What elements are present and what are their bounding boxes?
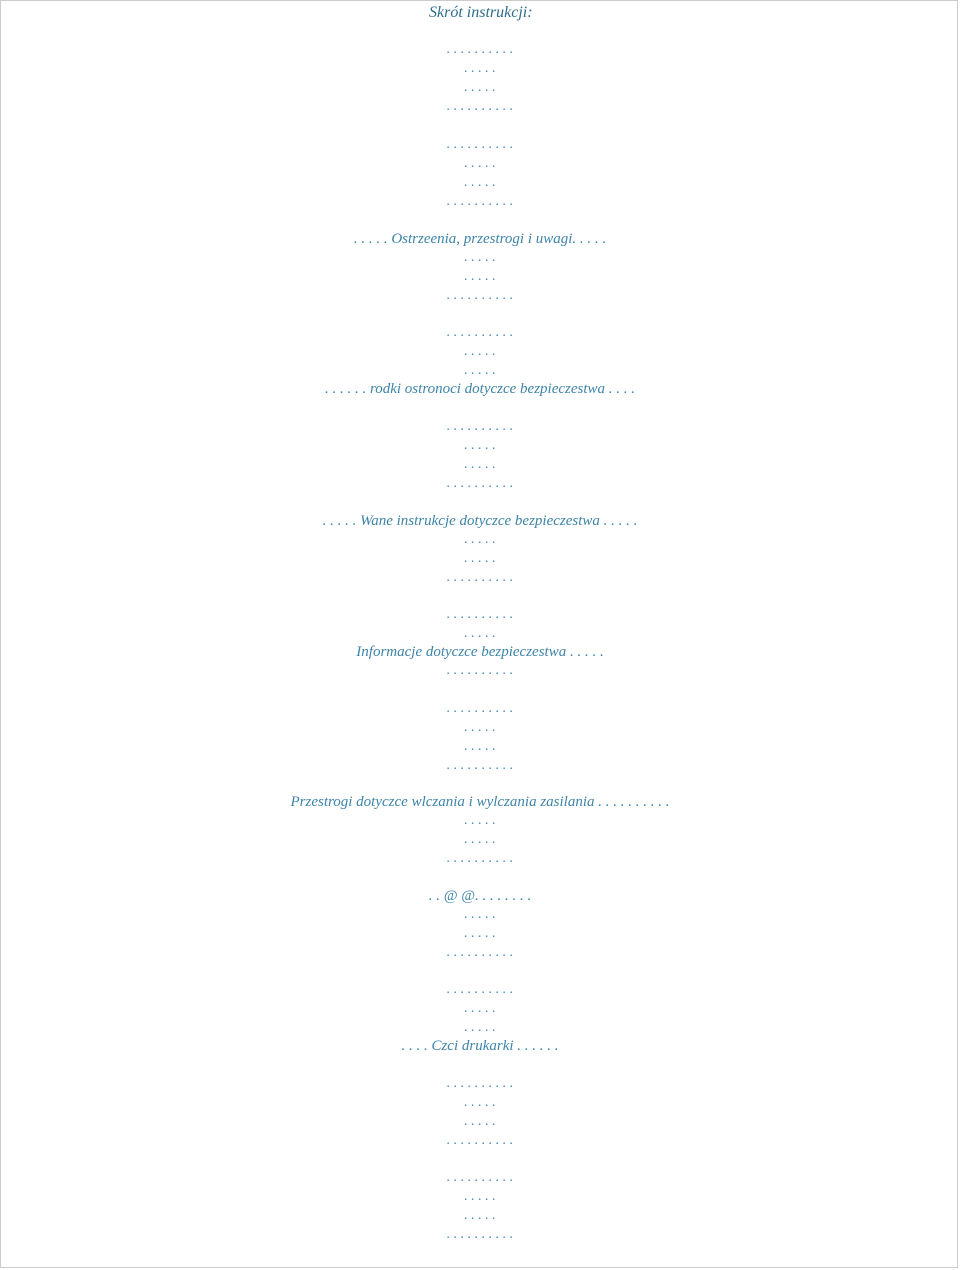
toc-dot-leader: . . . . . [464, 739, 496, 754]
toc-dot-leader: . . . . . . . . . . [446, 419, 514, 434]
toc-dot-leader: . . . . . . . . . . [446, 1227, 514, 1242]
toc-dot-leader: . . . . . . . . . . [446, 945, 514, 960]
toc-dot-leader: . . . . . [464, 1001, 496, 1016]
toc-heading: . . . . Czci drukarki . . . . . . [401, 1038, 559, 1054]
toc-dot-leader: . . . . . [464, 457, 496, 472]
toc-dot-leader: . . . . . . . . . . [446, 851, 514, 866]
toc-dot-leader: . . . . . . . . . . [446, 99, 514, 114]
toc-dot-leader: . . . . . [464, 363, 496, 378]
toc-heading: . . . . . Ostrzeenia, przestrogi i uwagi. . . . . [353, 231, 607, 247]
toc-dot-leader: . . . . . [464, 156, 496, 171]
toc-dot-leader: . . . . . [464, 61, 496, 76]
toc-dot-leader: . . . . . . . . . . [446, 288, 514, 303]
toc-dot-leader: . . . . . [464, 269, 496, 284]
toc-dot-leader: . . . . . [464, 832, 496, 847]
toc-dot-leader: . . . . . . . . . . [446, 1133, 514, 1148]
toc-dot-leader: . . . . . . . . . . [446, 982, 514, 997]
toc-dot-leader: . . . . . [464, 1208, 496, 1223]
toc-dot-leader: . . . . . . . . . . [446, 663, 514, 678]
toc-dot-leader: . . . . . . . . . . [446, 476, 514, 491]
toc-heading: Informacje dotyczce bezpieczestwa . . . . . [356, 644, 604, 660]
toc-dot-leader: . . . . . . . . . . [446, 194, 514, 209]
toc-dot-leader: . . . . . . . . . . [446, 570, 514, 585]
toc-dot-leader: . . . . . . . . . . [446, 758, 514, 773]
toc-dot-leader: . . . . . [464, 926, 496, 941]
document-title: Skrót instrukcji: [429, 4, 533, 21]
toc-dot-leader: . . . . . [464, 551, 496, 566]
toc-dot-leader: . . . . . [464, 1189, 496, 1204]
toc-dot-leader: . . . . . [464, 720, 496, 735]
toc-dot-leader: . . . . . . . . . . [446, 1170, 514, 1185]
toc-dot-leader: . . . . . [464, 1095, 496, 1110]
toc-dot-leader: . . . . . . . . . . [446, 325, 514, 340]
toc-dot-leader: . . . . . [464, 907, 496, 922]
toc-dot-leader: . . . . . [464, 626, 496, 641]
toc-dot-leader: . . . . . . . . . . [446, 1076, 514, 1091]
toc-dot-leader: . . . . . . . . . . [446, 42, 514, 57]
toc-dot-leader: . . . . . [464, 1114, 496, 1129]
toc-dot-leader: . . . . . [464, 813, 496, 828]
toc-heading: . . @ @. . . . . . . . [428, 888, 532, 904]
toc-heading: . . . . . Wane instrukcje dotyczce bezpieczestwa . . . . . [322, 513, 638, 529]
toc-dot-leader: . . . . . [464, 80, 496, 95]
toc-dot-leader: . . . . . [464, 344, 496, 359]
toc-dot-leader: . . . . . . . . . . [446, 137, 514, 152]
toc-dot-leader: . . . . . . . . . . [446, 701, 514, 716]
toc-dot-leader: . . . . . [464, 250, 496, 265]
toc-dot-leader: . . . . . [464, 175, 496, 190]
toc-heading: Przestrogi dotyczce wlczania i wylczania zasilania . . . . . . . . . . [290, 794, 670, 810]
toc-heading: . . . . . . rodki ostronoci dotyczce bezpieczestwa . . . . [324, 381, 636, 397]
toc-dot-leader: . . . . . [464, 438, 496, 453]
toc-dot-leader: . . . . . . . . . . [446, 607, 514, 622]
toc-dot-leader: . . . . . [464, 532, 496, 547]
toc-dot-leader: . . . . . [464, 1020, 496, 1035]
